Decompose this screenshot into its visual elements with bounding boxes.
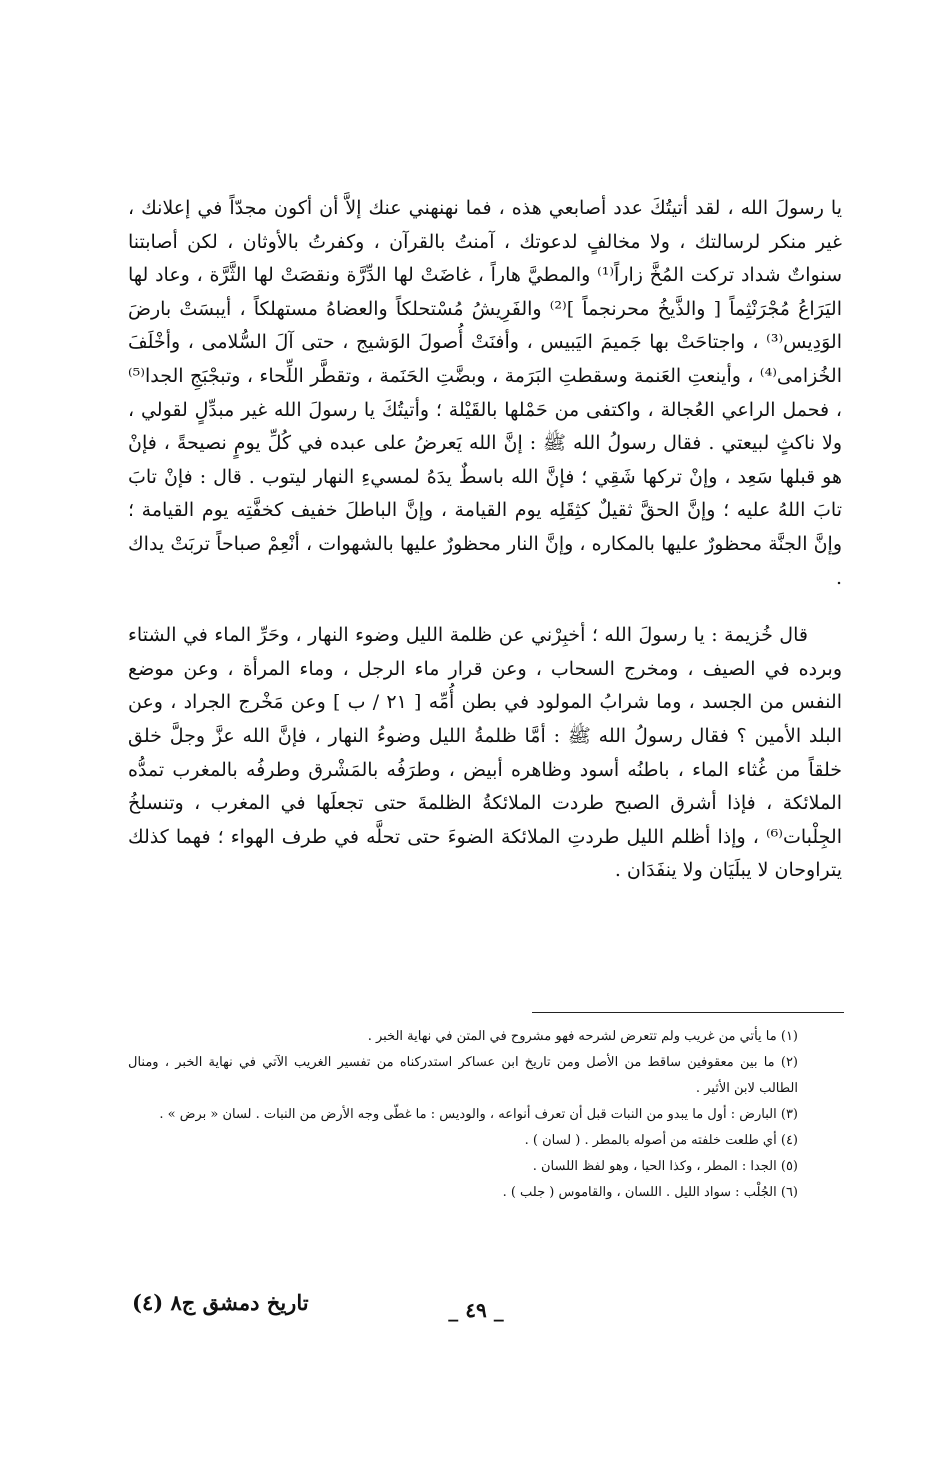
page-number: _ ٤٩ _ (448, 1298, 504, 1322)
footnote-separator (532, 1012, 844, 1013)
paragraph-2: قال خُزيمة : يا رسولَ الله ؛ أخبِرْني عن ظلمة الليل وضوء النهار ، وحَرِّ الماء في الشتاء وبرده في الصيف ، ومخرج السحاب ، وعن قرار ماء الرجل ، وماء المرأة ، وعن موضع النفس من الجسد ، وما شرابُ المولود في بطن أُمِّه [ ٢١ / ب ] وعن مَخْرج الجراد ، وعن البلد الأمين ؟ فقال رسولُ الله ﷺ : أمَّا ظلمةُ الليل وضوءُ النهار ، فإنَّ الله عزَّ وجلَّ خلق خلقاً من غُثاء الماء ، باطنُه أسود وظاهره أبيض ، وطرَفُه بالمَشْرق وطرفُه بالمغرب تمدُّه الملائكة ، فإذا أشرق الصبح طردت الملائكةُ الظلمةَ حتى تجعلَها في المغرب ، وتنسلخُ الجِلْبات⁽⁶⁾ ، وإذا أظلم الليل طردتِ الملائكة الضوءَ حتى تحلَّه في طرف الهواء ؛ فهما كذلك يتراوحان لا يبلَيَان ولا ينفَدَان . (128, 624, 842, 882)
main-text (128, 192, 842, 888)
footnote-3: (٣) البارض : أول ما يبدو من النبات قبل أن تعرف أنواعه ، والوديس : ما غطّى وجه الأرض من النبات . لسان « برض » . (159, 1107, 798, 1122)
book-volume-label: تاريخ دمشق ج٨ (٤) (132, 1290, 309, 1315)
footnote-2: (٢) ما بين معقوفين ساقط من الأصل ومن تاريخ ابن عساكر استدركناه من تفسير الغريب الآتي في نهاية الخبر ، ومنال الطالب لابن الأثير . (128, 1055, 798, 1096)
footnote-4: (٤) أي طلعت خلفته من أصوله بالمطر . ( لسان ) . (524, 1133, 798, 1148)
footnote-1: (١) ما يأتي من غريب ولم تتعرض لشرحه فهو مشروح في المتن في نهاية الخبر . (367, 1029, 798, 1044)
footnotes (128, 1024, 842, 1206)
footnote-6: (٦) الجُلْب : سواد الليل . اللسان ، والقاموس ( جلب ) . (502, 1185, 798, 1200)
paragraph-1: يا رسولَ الله ، لقد أتيتُكَ عدد أصابعي هذه ، فما نهنهني عنك إلاَّ أن أكون مجدّاً في إعلانك ، غير منكر لرسالتك ، ولا مخالفٍ لدعوتك ، آمنتُ بالقرآن ، وكفرتُ بالأوثان ، لكن أصابتنا سنواتٌ شداد تركت المُخَّ زاراً⁽¹⁾ والمطيَّ هاراً ، غاضَتْ لها الدِّرَّة ونقصَتْ لها الثَّرَّة ، وعاد لها اليَرَاعُ مُجْرَنْثِماً [ والذَّيخُ محرنجماً ]⁽²⁾ والفَرِيشُ مُسْتحلكاً والعضاهُ مستهلكاً ، أيبسَتْ بارضَ الوَدِيس⁽³⁾ ، واجتاحَتْ بها جَميمَ اليَبيس ، وأفنَتْ أُصولَ الوَشيج ، حتى آلَ السُّلامى ، وأخْلَفَ الخُزامى⁽⁴⁾ ، وأينعتِ العَنمة وسقطتِ البَرَمة ، وبضَّتِ الحَنَمة ، وتقطَّر اللِّحاء ، وتبجْبَجِ الجدا⁽⁵⁾ ، فحمل الراعي العُجالة ، واكتفى من حَمْلها بالقَيْلة ؛ وأتيتُكَ يا رسولَ الله غير مبدِّلٍ لقولي ، ولا ناكثٍ لبيعتي . فقال رسولُ الله ﷺ : إنَّ الله يَعرضُ على عبده في كُلِّ يومٍ نصيحةً ، فإنْ هو قبلها سَعِد ، وإنْ تركها شَقِي ؛ فإنَّ الله باسطٌ يدَهُ لمسيءِ النهار ليتوب . قال : فإنْ تابَ تابَ اللهُ عليه ؛ وإنَّ الحقَّ ثقيلٌ كثِقَلِه يوم القيامة ، وإنَّ الباطلَ خفيف كخفَّتِه يوم القيامة ؛ وإنَّ الجنَّة محظورٌ عليها بالمكاره ، وإنَّ النار محظورٌ عليها بالشهوات ، أنْعِمْ صباحاً تربَتْ يداك . (128, 197, 842, 589)
footnote-5: (٥) الجدا : المطر ، وكذا الحيا ، وهو لفظ اللسان . (532, 1159, 798, 1174)
